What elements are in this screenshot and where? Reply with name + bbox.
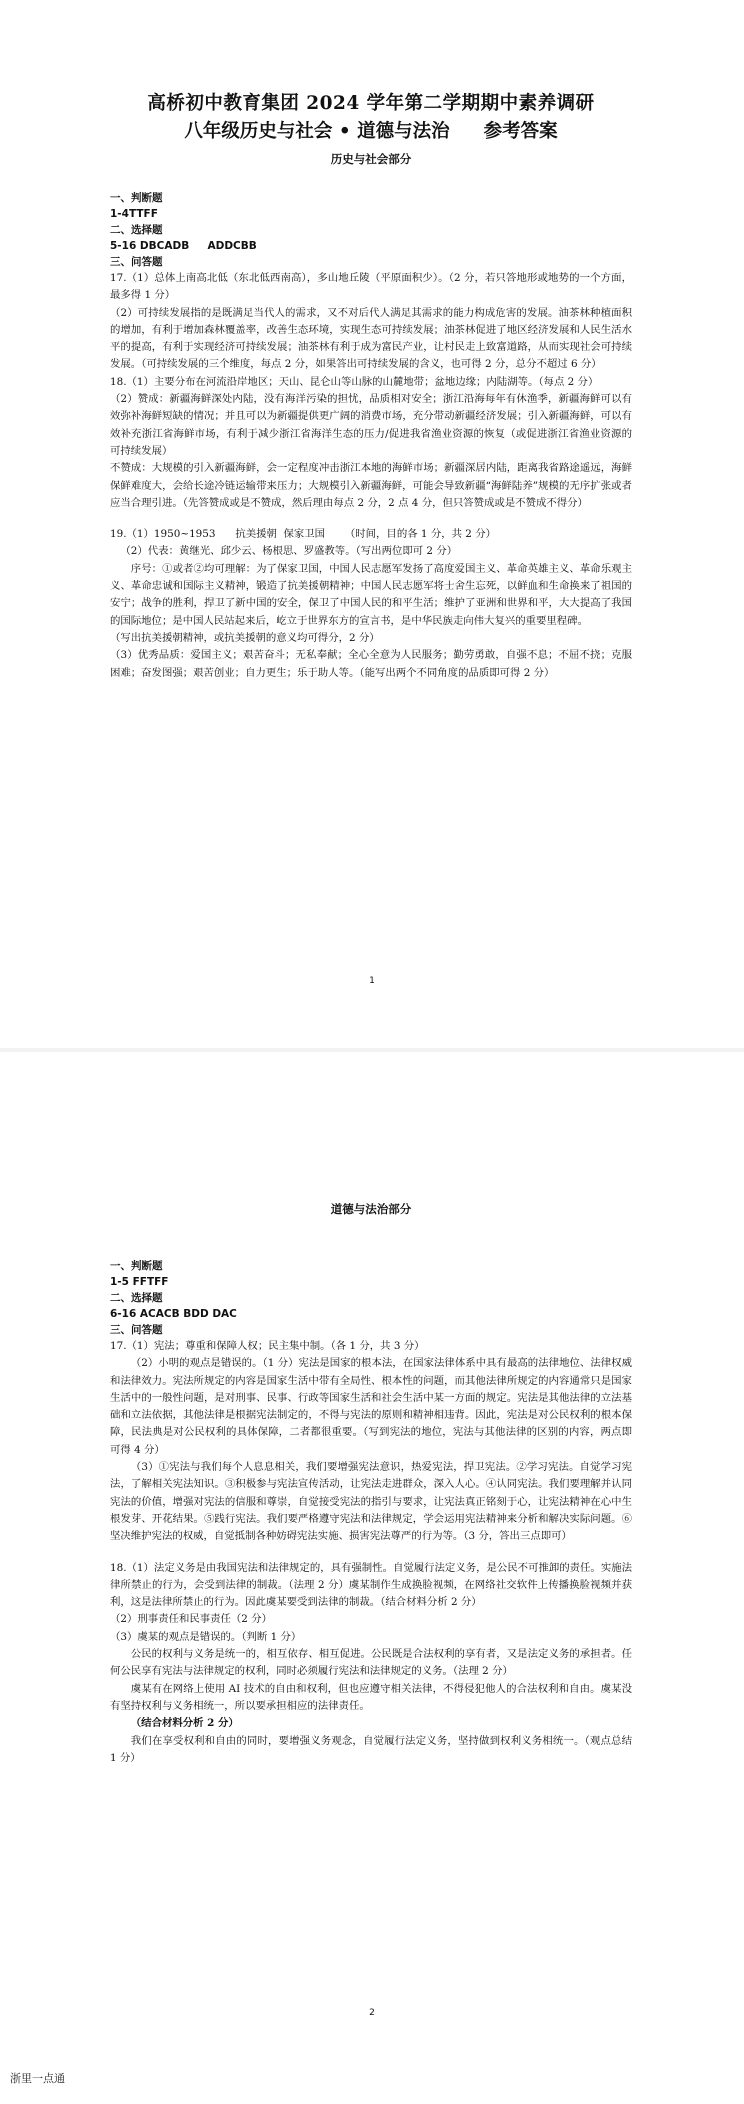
q19-part2: （2）代表：黄继光、邱少云、杨根思、罗盛教等。（写出两位即可 2 分） [120,545,458,558]
q17-part1: 17.（1）总体上南高北低（东北低西南高），多山地丘陵（平原面积少）。（2 分，若只答地形或地势的一个方面，最多得 1 分） [110,272,632,302]
q17-part2: （2）可持续发展指的是既满足当代人的需求，又不对后代人满足其需求的能力构成危害的发展。油茶林种植面积的增加，有利于增加森林覆盖率，改善生态环境，实现生态可持续发展；油茶林促进了地区经济发展和人民生活水平的提高，有利于实现经济可持续发展；油茶林有利于成为富民产业，让村民走上致富道路，从而实现社会可持续发展。（可持续发展的三个维度，每点 2 分，如果答出可持续发展的含义，也可得 2 分，总分不超过 6 分） [110,306,632,371]
q19-part1: 19.（1）1950~1953 抗美援朝 保家卫国 （时间，目的各 1 分，共 2 分） [110,528,496,541]
section-true-false: 一、判断题 [110,192,163,204]
q18-part2-agree: （2）赞成：新疆海鲜深处内陆，没有海洋污染的担忧，品质相对安全；浙江沿海每年有休渔季，新疆海鲜可以有效弥补海鲜短缺的情况；并且可以为新疆提供更广阔的消费市场，充分带动新疆经济发展；引入新疆海鲜，可以有效补充浙江省海鲜市场，有利于减少浙江省海洋生态的压力/促进我省渔业资源的恢复（或促进浙江省渔业资源的可持续发展） [110,393,632,457]
page-2 [0,1052,744,2082]
section-questions: 三、问答题 [110,1324,163,1336]
q18-part1: 18.（1）主要分布在河流沿岸地区；天山、昆仑山等山脉的山麓地带；盆地边缘；内陆湖等。（每点 2 分） [110,375,599,388]
answer-key-label: 参考答案 [483,121,558,142]
answer-true-false: 1-5 FFTFF [110,1276,169,1288]
q18-part3-material: 虞某有在网络上使用 AI 技术的自由和权利，但也应遵守相关法律，不得侵犯他人的合法权利和自由。虞某没有坚持权利与义务相统一，所以要承担相应的法律责任。 [110,1682,632,1712]
section-heading-history: 历史与社会部分 [330,152,412,166]
q18-part3-summary: 我们在享受权利和自由的同时，要增强义务观念，自觉履行法定义务，坚持做到权利义务相统一。（观点总结 1 分） [110,1734,632,1764]
section-questions: 三、问答题 [110,256,163,268]
q18-part3-score: （结合材料分析 2 分） [130,1717,239,1730]
page-number: 1 [369,976,375,986]
q18-part3: （3）虞某的观点是错误的。（判断 1 分） [110,1630,302,1643]
section-heading-morality-law: 道德与法治部分 [330,1202,412,1216]
answer-multiple-choice: 5-16 DBCADB ADDCBB [110,240,257,252]
q18-part2: （2）刑事责任和民事责任（2 分） [110,1613,272,1626]
q17-part2: （2）小明的观点是错误的。（1 分）宪法是国家的根本法，在国家法律体系中具有最高的法律地位、法律权威和法律效力。宪法所规定的内容是国家生活中带有全局性、根本性的问题，而其他法律所规定的内容通常只是国家生活中的一般性问题，是对刑事、民事、行政等国家生活和社会生活中某一方面的规定。宪法是其他法律的立法基础和立法依据，其他法律是根据宪法制定的，不得与宪法的原则和精神相违背。因此，宪法是对公民权利的根本保障，民法典是对公民权利的具体保障，二者都很重要。（写到宪法的地位，宪法与其他法律的区别的内容，两点即可得 4 分） [110,1357,632,1456]
q17-part1: 17.（1）宪法；尊重和保障人权；民主集中制。（各 1 分，共 3 分） [110,1340,425,1352]
q17-part3: （3）①宪法与我们每个人息息相关，我们要增强宪法意识，热爱宪法，捍卫宪法。②学习宪法。自觉学习宪法，了解相关宪法知识。③积极参与宪法宣传活动，让宪法走进群众，深入人心。④认同宪法。我们要理解并认同宪法的价值，增强对宪法的信服和尊崇，自觉接受宪法的指引与要求，让宪法真正铭刻于心，让宪法精神在心中生根发芽、开花结果。⑤践行宪法。我们要严格遵守宪法和法律规定，学会运用宪法精神来分析和解决实际问题。⑥坚决维护宪法的权威，自觉抵制各种妨碍宪法实施、损害宪法尊严的行为等。（3 分，答出三点即可） [110,1461,632,1543]
page-1 [0,0,744,1048]
q19-part2-note: （写出抗美援朝精神，或抗美援朝的意义均可得分，2 分） [110,631,380,644]
page-number: 2 [369,2008,375,2018]
subject-title: 八年级历史与社会 • 道德与法治 [184,121,450,142]
page-1-content [110,90,632,682]
section-multiple-choice: 二、选择题 [110,224,163,236]
q18-part2-disagree: 不赞成：大规模的引入新疆海鲜，会一定程度冲击浙江本地的海鲜市场；新疆深居内陆，距离我省路途遥远，海鲜保鲜难度大，会给长途冷链运输带来压力；大规模引入新疆海鲜，可能会导致新疆“海鲜陆养”规模的无序扩张或者应当合理引进。（先答赞成或是不赞成，然后理由每点 2 分，2 点 4 分，但只答赞成或是不赞成不得分） [110,462,632,509]
footer-watermark: 浙里一点通 [10,2072,65,2085]
section-true-false: 一、判断题 [110,1260,163,1272]
answer-true-false: 1-4TTFF [110,208,158,220]
q18-part1: 18.（1）法定义务是由我国宪法和法律规定的，具有强制性。自觉履行法定义务，是公民不可推卸的责任。实施法律所禁止的行为，会受到法律的制裁。（法理 2 分）虞某制作生成换脸视频，在网络社交软件上传播换脸视频并获利，这是法律所禁止的行为。因此虞某要受到法律的制裁。（结合材料分析 2 分） [110,1561,632,1609]
answer-multiple-choice: 6-16 ACACB BDD DAC [110,1308,237,1320]
q18-part3-law: 公民的权利与义务是统一的，相互依存、相互促进。公民既是合法权利的享有者，又是法定义务的承担者。任何公民享有宪法与法律规定的权利，同时必须履行宪法和法律规定的义务。（法理 2 分） [110,1648,632,1678]
section-multiple-choice: 二、选择题 [110,1292,163,1304]
q19-part2-explain: 序号：①或者②均可理解：为了保家卫国，中国人民志愿军发扬了高度爱国主义、革命英雄主义、革命乐观主义、革命忠诚和国际主义精神，锻造了抗美援朝精神；中国人民志愿军将士舍生忘死，以鲜血和生命换来了祖国的安宁；战争的胜利，捍卫了新中国的安全，保卫了中国人民的和平生活；维护了亚洲和世界和平，大大提高了我国的国际地位；是中国人民站起来后，屹立于世界东方的宣言书，是中华民族走向伟大复兴的重要里程碑。 [110,562,632,627]
page-2-content [110,1200,632,1767]
document-subtitle [110,118,632,146]
document-title: 高桥初中教育集团 2024 学年第二学期期中素养调研 [147,93,595,114]
q19-part3: （3）优秀品质：爱国主义；艰苦奋斗；无私奉献；全心全意为人民服务；勤劳勇敢，自强不息；不屈不挠；克服困难；奋发图强；艰苦创业；自力更生；乐于助人等。（能写出两个不同角度的品质即可得 2 分） [110,649,632,679]
